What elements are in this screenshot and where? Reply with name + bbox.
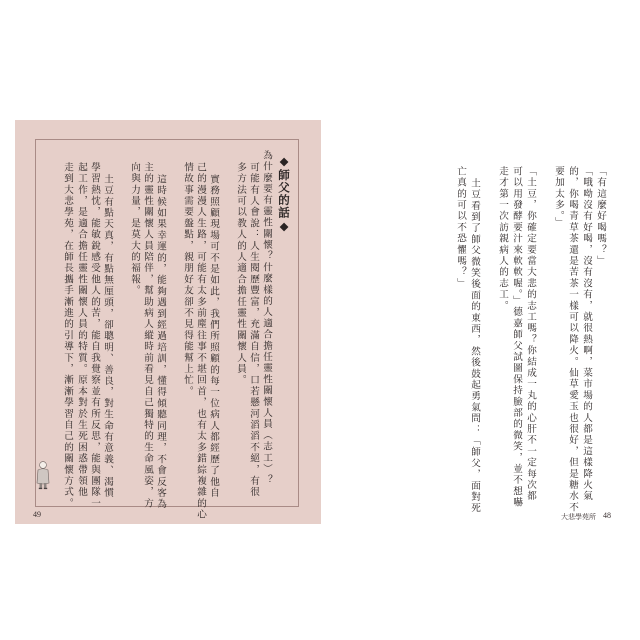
- text-column: 實務照顧現場可不是如此，我們所照顧的每一位病人都經歷了他自: [208, 174, 219, 499]
- text-column: 多方法可以教人的人適合擔任靈性關懷人員。: [235, 162, 246, 386]
- text-column: 為什麼要有靈性關懷？什麼樣的人適合擔任靈性關懷人員（志工）？: [261, 150, 272, 486]
- text-column: 情故事需要盤點，親朋好友卻不見得能幫上忙。: [182, 162, 193, 398]
- text-column: 起工作，是適合擔任靈性關懷人員的特質。原本對於生死困惑帶領他: [76, 162, 87, 498]
- text-column: 亡真的可以不恐懼嗎？」: [455, 166, 466, 290]
- left-page: [15, 120, 321, 524]
- running-header: 大悲學苑所: [561, 513, 596, 521]
- text-column: 學習熱忱，能敏銳感受他人的苦，能自我覺察並有所反思，能與團隊一: [89, 162, 100, 510]
- text-column: 「有這麼好喝嗎？」: [595, 166, 606, 267]
- text-column: 土豆看到了師父微笑後面的東西，然後鼓起勇氣問：「師父，面對死: [469, 178, 480, 514]
- monk-illustration: [36, 460, 50, 490]
- page-heading: ◆師父的話◆: [277, 154, 291, 234]
- page-number: 49: [33, 510, 41, 519]
- text-column: 可以用發酵要汁來軟軟喔。」德嘉師父試圖保持臉部的微笑，並不想嚇: [511, 166, 522, 509]
- text-column: 要加太多。」: [553, 166, 564, 229]
- text-column: 「哦呦沒有好喝，沒有沒有，就很熱啊，菜市場的人都是這樣降火氣: [581, 166, 592, 502]
- text-column: 這時候如果幸運的，能夠遇到經過培訓，懂得傾聽同理，不會反客為: [155, 174, 166, 510]
- text-column: 可能有人會說：人生閱歷豐富，充滿自信，口若懸河滔滔不絕，有很: [248, 162, 259, 498]
- text-column: 走才第一次訪親病人的志工。: [497, 166, 508, 312]
- text-column: 「土豆，你確定要當大悲的志工嗎？你結成一丸的心肝不一定每次都: [525, 166, 536, 502]
- page-number: 48: [603, 511, 611, 520]
- text-column: 己的漫漫人生路，可能有太多前塵往事不堪回首，也有太多錯綜複雜的心: [195, 162, 206, 521]
- right-page: [321, 120, 627, 524]
- text-column: 走到大悲學苑，在師長攜手漸進的引導下，漸漸學習自己的關懷方式。: [62, 162, 73, 510]
- text-column: 主的靈性關懷人員陪伴，幫助病人縱時前看見自己獨特的生命風姿，方: [142, 162, 153, 510]
- text-column: 土豆有點天真，有點無厘頭，卻聰明、善良，對生命有意義、渴慣: [102, 174, 113, 499]
- text-column: 的，你喝青草茶還是苦茶一樣可以降火。仙草愛玉也很好，但是糖水不: [567, 166, 578, 514]
- text-column: 向與力量，是莫大的福報。: [129, 162, 140, 297]
